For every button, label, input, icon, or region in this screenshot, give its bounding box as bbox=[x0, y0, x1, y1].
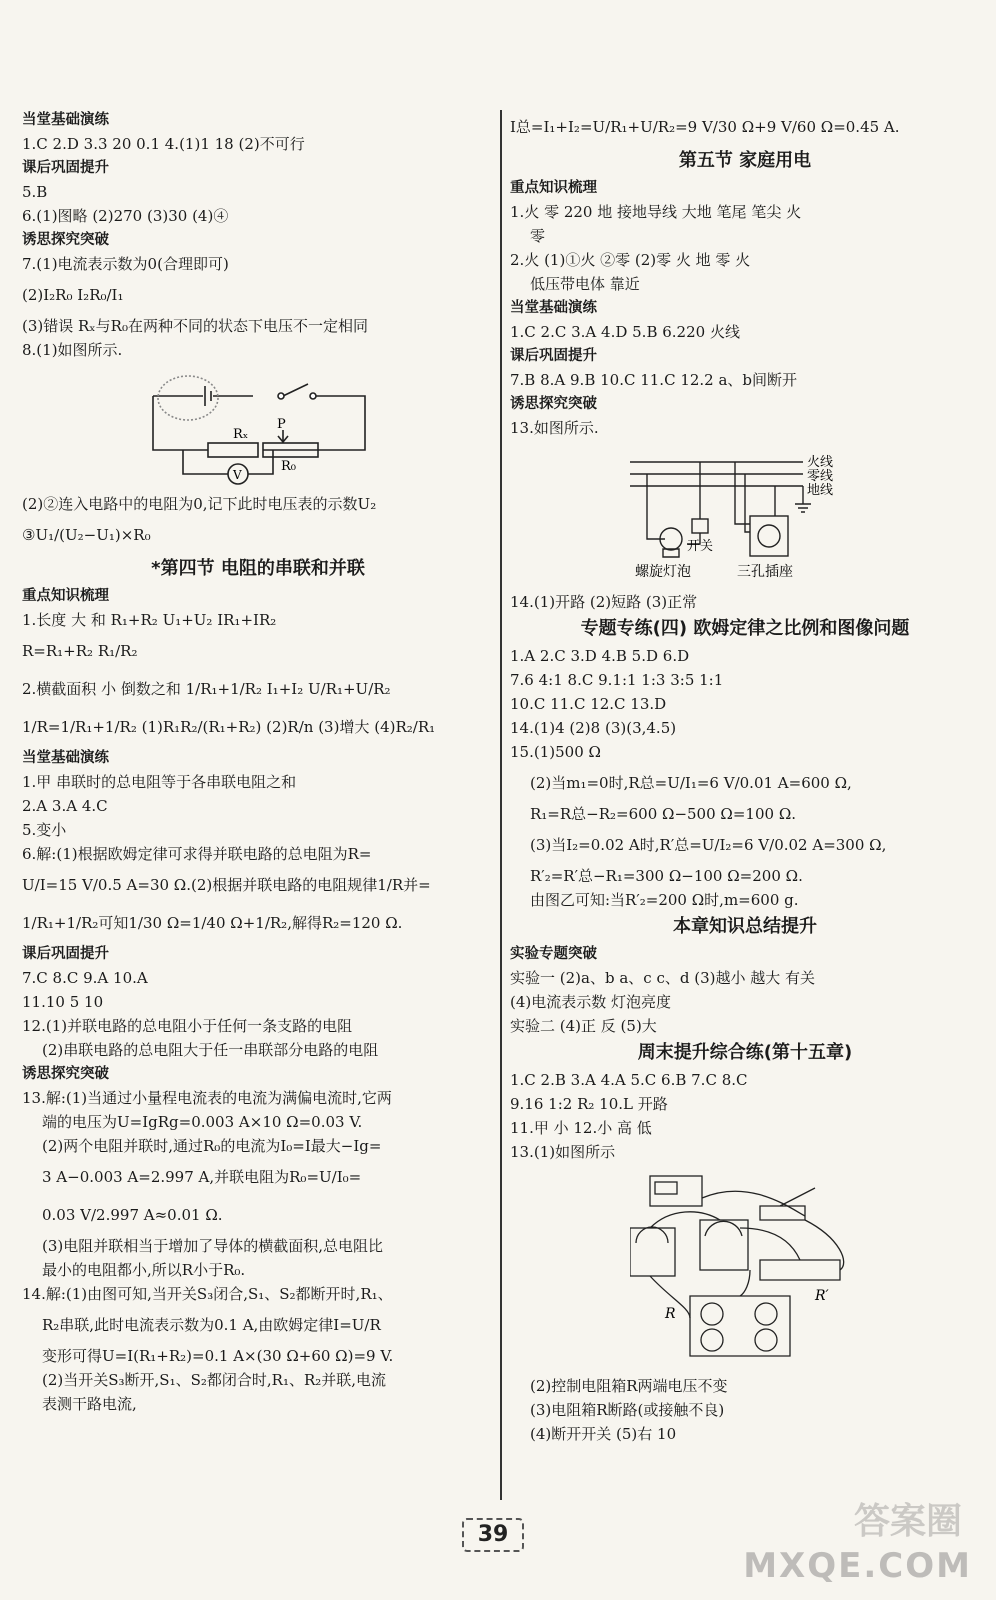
section-title: 周末提升综合练(第十五章) bbox=[637, 1042, 853, 1063]
answer-line: 15.(1)500 Ω bbox=[510, 743, 601, 761]
label-neutral: 零线 bbox=[807, 469, 834, 484]
answer-line: 7.C 8.C 9.A 10.A bbox=[22, 969, 148, 987]
answer-line: (4)断开开关 (5)右 10 bbox=[530, 1425, 677, 1443]
answer-line: 8.(1)如图所示. bbox=[22, 341, 123, 359]
answer-line: 7.B 8.A 9.B 10.C 11.C 12.2 a、b间断开 bbox=[510, 371, 798, 389]
answer-line: 7.(1)电流表示数为0(合理即可) bbox=[22, 255, 229, 273]
answer-line: 6.解:(1)根据欧姆定律可求得并联电路的总电阻为R= bbox=[22, 845, 372, 863]
column-divider bbox=[500, 110, 502, 1500]
subsection-heading: 重点知识梳理 bbox=[22, 588, 109, 604]
answer-line: (3)错误 Rₓ与R₀在两种不同的状态下电压不一定相同 bbox=[22, 317, 368, 335]
answer-line: 1.C 2.D 3.3 20 0.1 4.(1)1 18 (2)不可行 bbox=[22, 135, 305, 153]
subsection-heading: 诱思探究突破 bbox=[22, 1066, 109, 1082]
subsection-heading: 诱思探究突破 bbox=[510, 396, 597, 412]
answer-line: U/I=15 V/0.5 A=30 Ω.(2)根据并联电路的电阻规律1/R并= bbox=[22, 876, 431, 894]
answer-line: 端的电压为U=IgRg=0.003 A×10 Ω=0.03 V. bbox=[42, 1113, 363, 1131]
answer-line: 14.(1)4 (2)8 (3)(3,4.5) bbox=[510, 719, 677, 737]
answer-line: 13.如图所示. bbox=[510, 419, 599, 437]
answer-line: 5.B bbox=[22, 183, 48, 201]
left-column bbox=[22, 108, 494, 1416]
answer-line: R′₂=R′总−R₁=300 Ω−100 Ω=200 Ω. bbox=[530, 867, 803, 885]
answer-line: 实验一 (2)a、b a、c c、d (3)越小 越大 有关 bbox=[510, 969, 815, 987]
answer-line: (2)当开关S₃断开,S₁、S₂都闭合时,R₁、R₂并联,电流 bbox=[42, 1371, 387, 1389]
answer-line: 9.16 1:2 R₂ 10.L 开路 bbox=[510, 1095, 668, 1113]
answer-line: R₂串联,此时电流表示数为0.1 A,由欧姆定律I=U/R bbox=[42, 1316, 381, 1334]
subsection-heading: 当堂基础演练 bbox=[22, 112, 109, 128]
figure-circuit1 bbox=[22, 366, 494, 486]
answer-line: R₁=R总−R₂=600 Ω−500 Ω=100 Ω. bbox=[530, 805, 797, 823]
section-title: 第五节 家庭用电 bbox=[678, 150, 812, 171]
label-rx: Rₓ bbox=[233, 427, 249, 442]
answer-line: I总=I₁+I₂=U/R₁+U/R₂=9 V/30 Ω+9 V/60 Ω=0.45 A. bbox=[510, 118, 900, 136]
answer-line: 最小的电阻都小,所以R小于R₀. bbox=[42, 1261, 246, 1279]
watermark-logo: 答案圈 bbox=[853, 1501, 962, 1542]
answer-line: 变形可得U=I(R₁+R₂)=0.1 A×(30 Ω+60 Ω)=9 V. bbox=[42, 1347, 394, 1365]
answer-line: 1.A 2.C 3.D 4.B 5.D 6.D bbox=[510, 647, 690, 665]
answer-line: 13.(1)如图所示 bbox=[510, 1143, 616, 1161]
label-live: 火线 bbox=[807, 455, 834, 470]
answer-line: 11.10 5 10 bbox=[22, 993, 104, 1011]
answer-line: 13.解:(1)当通过小量程电流表的电流为满偏电流时,它两 bbox=[22, 1089, 392, 1107]
answer-line: (2)控制电阻箱R两端电压不变 bbox=[530, 1377, 728, 1395]
answer-line: R=R₁+R₂ R₁/R₂ bbox=[22, 642, 138, 660]
figure-apparatus bbox=[510, 1168, 980, 1368]
answer-line: 实验二 (4)正 反 (5)大 bbox=[510, 1017, 657, 1035]
answer-line: 7.6 4:1 8.C 9.1:1 1:3 3:5 1:1 bbox=[510, 671, 724, 689]
subsection-heading: 当堂基础演练 bbox=[510, 300, 597, 316]
label-bulb: 螺旋灯泡 bbox=[635, 564, 691, 580]
answer-line: 6.(1)图略 (2)270 (3)30 (4)④ bbox=[22, 207, 229, 225]
answer-line: 12.(1)并联电路的总电阻小于任何一条支路的电阻 bbox=[22, 1017, 353, 1035]
label-r: R bbox=[665, 1306, 676, 1322]
subsection-heading: 课后巩固提升 bbox=[22, 946, 109, 962]
answer-line: 2.横截面积 小 倒数之和 1/R₁+1/R₂ I₁+I₂ U/R₁+U/R₂ bbox=[22, 680, 391, 698]
answer-line: 1/R₁+1/R₂可知1/30 Ω=1/40 Ω+1/R₂,解得R₂=120 Ω. bbox=[22, 914, 403, 932]
subsection-heading: 重点知识梳理 bbox=[510, 180, 597, 196]
label-switch: 开关 bbox=[687, 539, 714, 554]
answer-line: (2)串联电路的总电阻大于任一串联部分电路的电阻 bbox=[42, 1041, 379, 1059]
answer-line: 3 A−0.003 A=2.997 A,并联电阻为R₀=U/I₀= bbox=[42, 1168, 362, 1186]
answer-line: 2.A 3.A 4.C bbox=[22, 797, 108, 815]
experiment-apparatus-diagram bbox=[630, 1168, 860, 1368]
answer-line: 5.变小 bbox=[22, 821, 67, 839]
label-r-prime: R′ bbox=[815, 1288, 829, 1304]
answer-line: (2)当m₁=0时,R总=U/I₁=6 V/0.01 A=600 Ω, bbox=[530, 774, 852, 792]
answer-line: 由图乙可知:当R′₂=200 Ω时,m=600 g. bbox=[530, 891, 799, 909]
answer-line: ③U₁/(U₂−U₁)×R₀ bbox=[22, 526, 151, 544]
answer-line: 2.火 (1)①火 ②零 (2)零 火 地 零 火 bbox=[510, 251, 751, 269]
answer-line: 14.解:(1)由图可知,当开关S₃闭合,S₁、S₂都断开时,R₁、 bbox=[22, 1285, 393, 1303]
answer-line: 1.长度 大 和 R₁+R₂ U₁+U₂ IR₁+IR₂ bbox=[22, 611, 277, 629]
answer-line: (2)两个电阻并联时,通过R₀的电流为I₀=I最大−Ig= bbox=[42, 1137, 382, 1155]
answer-line: 低压带电体 靠近 bbox=[530, 275, 640, 293]
answer-line: (3)电阻并联相当于增加了导体的横截面积,总电阻比 bbox=[42, 1237, 384, 1255]
answer-line: (2)②连入电路中的电阻为0,记下此时电压表的示数U₂ bbox=[22, 495, 377, 513]
answer-line: 表测干路电流, bbox=[42, 1395, 137, 1413]
subsection-heading: 课后巩固提升 bbox=[22, 160, 109, 176]
answer-line: 1.甲 串联时的总电阻等于各串联电阻之和 bbox=[22, 773, 297, 791]
label-p: P bbox=[277, 417, 286, 432]
section-title: 本章知识总结提升 bbox=[673, 916, 817, 937]
figure-household bbox=[510, 444, 980, 584]
watermark-url: MXQE.COM bbox=[743, 1546, 972, 1586]
answer-line: 11.甲 小 12.小 高 低 bbox=[510, 1119, 652, 1137]
answer-line: (2)I₂R₀ I₂R₀/I₁ bbox=[22, 286, 124, 304]
answer-line: 1/R=1/R₁+1/R₂ (1)R₁R₂/(R₁+R₂) (2)R/n (3)增大 (4)R₂/R₁ bbox=[22, 718, 436, 736]
answer-line: (3)当I₂=0.02 A时,R′总=U/I₂=6 V/0.02 A=300 Ω, bbox=[530, 836, 887, 854]
circuit-diagram-8 bbox=[133, 366, 383, 486]
subsection-heading: 当堂基础演练 bbox=[22, 750, 109, 766]
answer-line: 0.03 V/2.997 A≈0.01 Ω. bbox=[42, 1206, 223, 1224]
subsection-heading: 诱思探究突破 bbox=[22, 232, 109, 248]
section-title: 专题专练(四) 欧姆定律之比例和图像问题 bbox=[580, 618, 910, 639]
answer-line: 1.C 2.C 3.A 4.D 5.B 6.220 火线 bbox=[510, 323, 740, 341]
answer-line: 1.C 2.B 3.A 4.A 5.C 6.B 7.C 8.C bbox=[510, 1071, 748, 1089]
label-ground: 地线 bbox=[807, 483, 834, 498]
page-number: 39 bbox=[462, 1518, 524, 1552]
subsection-heading: 实验专题突破 bbox=[510, 946, 597, 962]
answer-line: 10.C 11.C 12.C 13.D bbox=[510, 695, 667, 713]
right-column bbox=[510, 108, 980, 1446]
answer-line: 零 bbox=[530, 227, 546, 245]
label-r0: R₀ bbox=[281, 459, 296, 474]
label-socket: 三孔插座 bbox=[737, 564, 793, 580]
subsection-heading: 课后巩固提升 bbox=[510, 348, 597, 364]
answer-line: 1.火 零 220 地 接地导线 大地 笔尾 笔尖 火 bbox=[510, 203, 802, 221]
label-v: V bbox=[233, 468, 242, 482]
household-wiring-diagram bbox=[625, 444, 865, 584]
section-title: *第四节 电阻的串联和并联 bbox=[151, 558, 365, 579]
answer-line: (4)电流表示数 灯泡亮度 bbox=[510, 993, 672, 1011]
answer-line: (3)电阻箱R断路(或接触不良) bbox=[530, 1401, 725, 1419]
answer-line: 14.(1)开路 (2)短路 (3)正常 bbox=[510, 593, 698, 611]
